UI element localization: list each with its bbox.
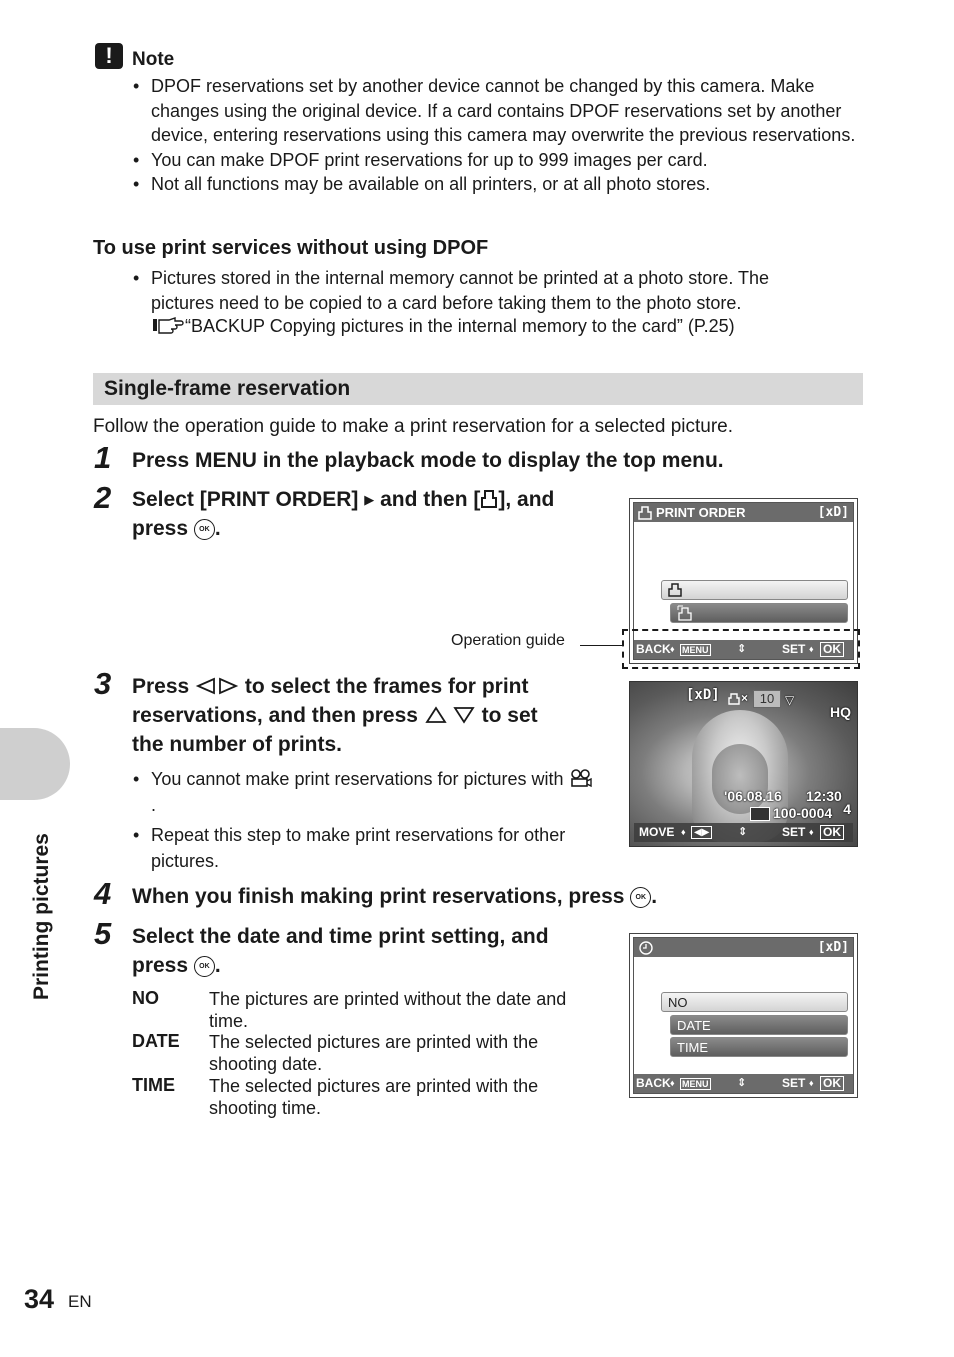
lcd-header — [634, 503, 853, 522]
page-number: 34 — [24, 1284, 55, 1314]
step-number: 5 — [94, 916, 112, 951]
ok-button-icon: OK — [194, 519, 215, 540]
menu-option-date[interactable]: DATE — [670, 1015, 848, 1035]
diamond-icon: ♦ — [809, 1078, 814, 1088]
step-text-part: Press — [132, 675, 190, 698]
option-term: NO — [132, 988, 159, 1008]
lcd-title: PRINT ORDER — [656, 505, 746, 520]
step-number: 3 — [94, 666, 112, 701]
ok-button-icon: OK — [194, 956, 215, 977]
chapter-label: Printing pictures — [30, 833, 53, 1000]
step-text-part: Select [PRINT ORDER] — [132, 488, 359, 511]
step-text-part: . — [214, 517, 221, 540]
photo-footer — [634, 823, 853, 842]
note-item: • Not all functions may be available on all printers, or at all photo stores. — [133, 172, 863, 197]
step-text-part: press — [132, 517, 189, 540]
section-intro: Follow the operation guide to make a print reservation for a selected picture. — [93, 416, 734, 437]
step-text: Press MENU in the playback mode to display the top menu. — [132, 449, 724, 472]
reference-hand-icon — [151, 316, 185, 334]
media-badge: [xD] — [817, 505, 849, 520]
callout-line — [580, 645, 624, 646]
step-text — [132, 882, 657, 911]
step-number: 4 — [94, 876, 112, 911]
step3-note-text: You cannot make print reservations for pictures with — [151, 769, 564, 789]
right-arrow-icon: ▶ — [364, 492, 375, 507]
set-label: SET — [782, 825, 806, 839]
step-text-part: to select the frames for print — [244, 675, 529, 698]
back-label: BACK — [636, 1076, 671, 1090]
step-text-part: press — [132, 954, 189, 977]
step-number: 2 — [94, 480, 112, 515]
diamond-icon: ♦ — [681, 827, 686, 837]
print-icon — [480, 489, 498, 509]
date-label: '06.08.16 — [724, 788, 782, 804]
step-text-part: When you finish making print reservations, press — [132, 885, 625, 908]
updown-icon: ⇕ — [737, 1077, 747, 1089]
page-language: EN — [68, 1292, 92, 1311]
step-text-part: to set — [481, 704, 538, 727]
step-text-part: the number of prints. — [132, 733, 342, 756]
down-arrow-icon: ▽ — [785, 693, 795, 707]
step-text — [132, 922, 612, 980]
left-right-arrows-icon — [195, 677, 239, 695]
updown-icon: ⇕ — [738, 826, 748, 838]
step-text-part: . — [651, 885, 658, 908]
diamond-icon: ♦ — [670, 1078, 675, 1088]
no-dpof-item: • Pictures stored in the internal memory cannot be printed at a photo store. The pictures need to be copied to a card before taking them to the photo store. — [133, 266, 833, 315]
step3-note: • You cannot make print reservations for pictures with . — [133, 766, 593, 818]
ok-badge: OK — [820, 1076, 844, 1091]
step-text — [132, 672, 602, 759]
lcd-frame — [633, 937, 854, 1094]
reference-text: “BACKUP Copying pictures in the internal memory to the card” (P.25) — [185, 316, 735, 336]
note-icon: ! — [95, 43, 123, 69]
operation-guide-highlight — [622, 629, 860, 669]
ok-badge: OK — [820, 642, 844, 657]
print-icon — [638, 506, 652, 520]
up-down-arrows-icon — [424, 706, 476, 724]
print-all-icon — [677, 605, 693, 621]
updown-icon: ⇕ — [737, 643, 747, 655]
step-number: 1 — [94, 440, 112, 475]
step3-note: • Repeat this step to make print reservations for other pictures. — [133, 822, 593, 874]
step-text-part: ], and — [498, 488, 555, 511]
time-label: 12:30 — [806, 788, 842, 804]
menu-option-single[interactable] — [661, 580, 848, 600]
chapter-tab — [0, 728, 70, 800]
step-text-part: . — [214, 954, 221, 977]
memory-card-icon — [750, 807, 770, 821]
no-dpof-heading: To use print services without using DPOF — [93, 237, 489, 259]
diamond-icon: ♦ — [670, 644, 675, 654]
set-label: SET — [782, 642, 806, 656]
note-item: • DPOF reservations set by another device cannot be changed by this camera. Make changes using the original device. If a card contains DPOF reservations set by another device, entering reservations using this camera may overwrite the previous reservations. — [133, 74, 863, 148]
option-term: DATE — [132, 1031, 180, 1051]
step-text-part: and then [ — [380, 488, 481, 511]
lcd-footer — [634, 1074, 853, 1093]
multiply-icon: × — [741, 691, 749, 705]
step-text-part: Select the date and time print setting, and — [132, 925, 549, 948]
option-description: The selected pictures are printed with the shooting time. — [209, 1076, 539, 1118]
note-list — [133, 74, 863, 197]
diamond-icon: ♦ — [809, 827, 814, 837]
file-number: 100-0004 — [773, 805, 833, 821]
date-print-screen — [629, 933, 858, 1098]
note-item: • You can make DPOF print reservations for up to 999 images per card. — [133, 148, 863, 173]
print-icon — [668, 583, 682, 597]
clock-icon — [638, 941, 654, 955]
photo-screen — [629, 681, 858, 847]
step-text-part: reservations, and then press — [132, 704, 418, 727]
lcd-header — [634, 938, 853, 957]
no-dpof-list — [133, 266, 833, 315]
menu-badge: MENU — [682, 645, 709, 655]
movie-icon — [569, 768, 593, 788]
operation-guide-label: Operation guide — [451, 632, 565, 649]
menu-option-no[interactable]: NO — [661, 992, 848, 1012]
frame-number: 4 — [843, 801, 851, 817]
menu-option-all[interactable] — [670, 603, 848, 623]
left-right-icon: ◀▶ — [691, 826, 712, 839]
option-description: The selected pictures are printed with the shooting date. — [209, 1032, 539, 1074]
quality-label: HQ — [830, 704, 851, 720]
ok-badge: OK — [820, 825, 844, 840]
menu-badge: MENU — [682, 1079, 709, 1089]
note-title: Note — [132, 49, 175, 70]
set-label: SET — [782, 1076, 806, 1090]
move-label: MOVE — [639, 825, 675, 839]
print-count[interactable]: 10 — [753, 690, 781, 708]
media-badge: [xD] — [686, 687, 720, 703]
step3-notes — [133, 766, 593, 874]
menu-option-time[interactable]: TIME — [670, 1037, 848, 1057]
option-term: TIME — [132, 1075, 175, 1095]
option-description: The pictures are printed without the date and time. — [209, 989, 567, 1031]
media-badge: [xD] — [817, 940, 849, 955]
back-label: BACK — [636, 642, 671, 656]
ok-button-icon: OK — [630, 887, 651, 908]
reference-line — [151, 316, 735, 337]
print-icon — [728, 693, 740, 705]
diamond-icon: ♦ — [809, 644, 814, 654]
step-text — [132, 485, 612, 543]
section-title: Single-frame reservation — [104, 377, 351, 400]
